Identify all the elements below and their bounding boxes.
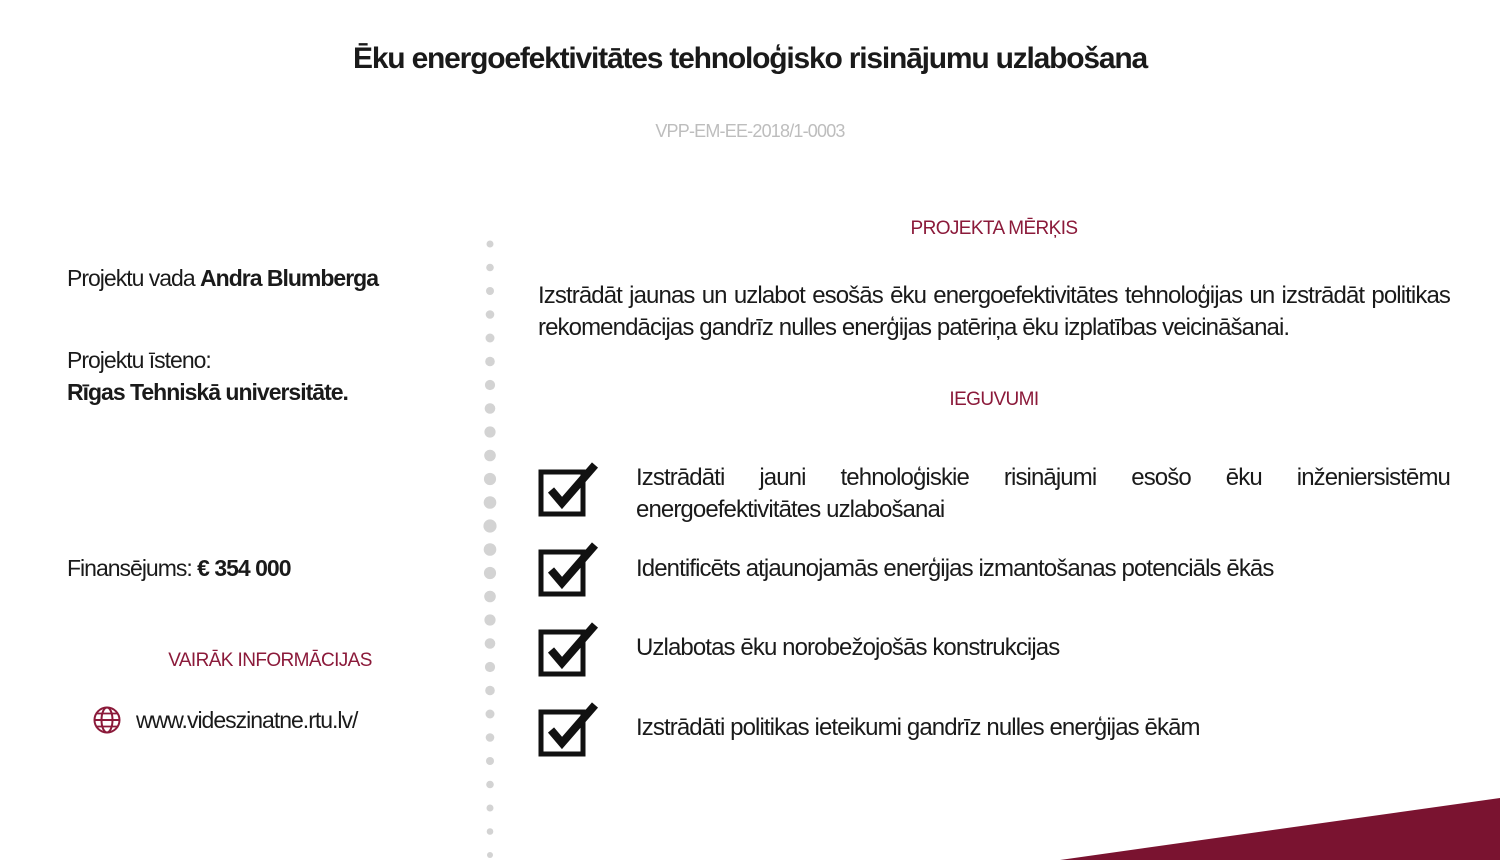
divider-dot bbox=[486, 287, 494, 295]
divider-dot bbox=[483, 519, 496, 532]
divider-dot bbox=[487, 805, 494, 812]
divider-dot bbox=[484, 473, 496, 485]
divider-dot bbox=[484, 543, 497, 556]
benefit-item bbox=[538, 542, 1450, 612]
dotted-divider bbox=[480, 236, 500, 860]
leader-label: Projektu vada bbox=[67, 265, 201, 291]
divider-dot bbox=[486, 710, 495, 719]
globe-icon bbox=[92, 705, 122, 735]
implementer-name: Rīgas Tehniskā universitāte. bbox=[67, 379, 348, 405]
more-info-heading: VAIRĀK INFORMĀCIJAS bbox=[168, 650, 372, 671]
leader-name: Andra Blumberga bbox=[200, 265, 379, 291]
divider-dot bbox=[486, 264, 494, 272]
divider-dot bbox=[484, 567, 496, 579]
benefit-text: Izstrādāti jauni tehnoloģiskie risinājumi esošo ēku inženiersistēmu energoefektivitātes uzlabošanai bbox=[636, 464, 1450, 523]
divider-dot bbox=[486, 334, 495, 343]
divider-dot bbox=[485, 380, 495, 390]
divider-dot bbox=[485, 403, 496, 414]
divider-dot bbox=[485, 357, 495, 367]
divider-dot bbox=[485, 638, 496, 649]
funding-label: Finansējums: bbox=[67, 555, 198, 581]
divider-dot bbox=[484, 450, 496, 462]
project-implementer bbox=[67, 344, 348, 408]
checkbox-check-icon bbox=[538, 542, 600, 598]
benefit-item bbox=[538, 462, 1450, 532]
divider-dot bbox=[484, 591, 496, 603]
benefit-text: Identificēts atjaunojamās enerģijas izmantošanas potenciāls ēkās bbox=[636, 555, 1274, 582]
decorative-corner bbox=[1060, 796, 1500, 860]
checkbox-check-icon bbox=[538, 622, 600, 678]
project-code: VPP-EM-EE-2018/1-0003 bbox=[655, 121, 845, 141]
benefits-heading: IEGUVUMI bbox=[949, 389, 1039, 410]
website-link[interactable]: www.videszinatne.rtu.lv/ bbox=[136, 706, 358, 733]
checkbox-check-icon bbox=[538, 462, 600, 518]
goal-heading: PROJEKTA MĒRĶIS bbox=[910, 218, 1078, 239]
project-leader bbox=[67, 262, 378, 294]
benefit-item bbox=[538, 622, 1450, 692]
divider-dot bbox=[485, 662, 495, 672]
divider-dot bbox=[484, 496, 497, 509]
divider-dot bbox=[485, 686, 495, 696]
benefit-item bbox=[538, 702, 1450, 772]
divider-dot bbox=[484, 426, 495, 437]
divider-dot bbox=[487, 828, 494, 835]
divider-dot bbox=[487, 241, 494, 248]
divider-dot bbox=[486, 757, 494, 765]
divider-dot bbox=[486, 733, 495, 742]
checkbox-check-icon bbox=[538, 702, 600, 758]
goal-text: Izstrādāt jaunas un uzlabot esošās ēku energoefektivitātes tehnoloģijas un izstrādāt politikas rekomendācijas gandrīz nulles enerģijas patēriņa ēku izplatības veicināšanai. bbox=[538, 282, 1450, 341]
funding-value: € 354 000 bbox=[197, 555, 291, 581]
benefit-text: Izstrādāti politikas ieteikumi gandrīz nulles enerģijas ēkām bbox=[636, 714, 1200, 741]
implementer-label: Projektu īsteno: bbox=[67, 347, 211, 373]
divider-dot bbox=[486, 781, 494, 789]
page-title: Ēku energoefektivitātes tehnoloģisko risinājumu uzlabošana bbox=[353, 42, 1147, 75]
benefit-text: Uzlabotas ēku norobežojošās konstrukcijas bbox=[636, 634, 1060, 661]
funding bbox=[67, 552, 291, 584]
divider-dot bbox=[486, 310, 495, 319]
divider-dot bbox=[487, 852, 493, 858]
divider-dot bbox=[484, 614, 495, 625]
website-row[interactable] bbox=[92, 705, 357, 735]
